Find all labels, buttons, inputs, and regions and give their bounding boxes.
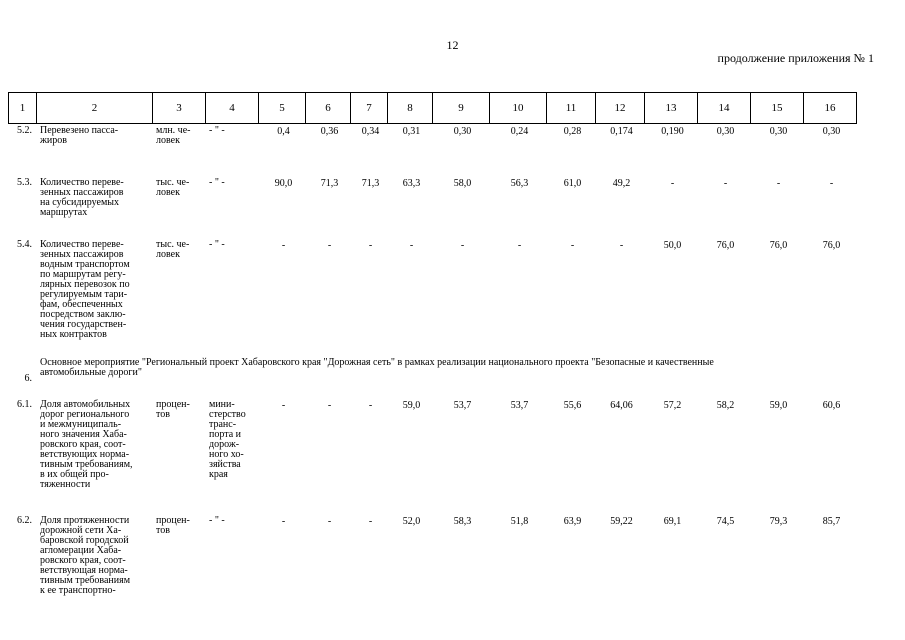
value-cell: - — [327, 400, 332, 411]
table-row — [8, 126, 858, 178]
unit: процен- тов — [156, 399, 190, 420]
value-cell: - — [327, 516, 332, 527]
value-cell: - — [409, 240, 414, 251]
value-cell: 49,2 — [612, 178, 631, 189]
column-header: 16 — [804, 93, 857, 124]
column-header: 11 — [547, 93, 596, 124]
value-cell: 71,3 — [361, 178, 380, 189]
responsible: - " - — [209, 515, 225, 526]
row-index: 5.3. — [17, 177, 32, 188]
value-cell: 63,3 — [402, 178, 421, 189]
value-cell: 0,174 — [610, 126, 633, 137]
column-header: 15 — [751, 93, 804, 124]
value-cell: 0,31 — [402, 126, 421, 137]
value-cell: 0,30 — [822, 126, 841, 137]
table-row — [8, 240, 858, 358]
value-cell: 76,0 — [822, 240, 841, 251]
value-cell: 0,28 — [563, 126, 582, 137]
value-cell: - — [327, 240, 332, 251]
value-cell: - — [570, 240, 575, 251]
value-cell: - — [281, 400, 286, 411]
value-cell: - — [829, 178, 834, 189]
value-cell: 76,0 — [716, 240, 735, 251]
value-cell: - — [619, 240, 624, 251]
section-index: 6. — [24, 373, 32, 384]
value-cell: 58,0 — [453, 178, 472, 189]
value-cell: 59,22 — [610, 516, 633, 527]
row-index: 6.2. — [17, 515, 32, 526]
value-cell: 61,0 — [563, 178, 582, 189]
indicator-name: Количество переве- зенных пассажиров водным транспортом по маршрутам регу- лярных перевозок по регулируемым тари- фам, обеспеченных посредством заклю- чения государствен- ных контрактов — [40, 239, 130, 340]
page-number: 12 — [446, 38, 459, 52]
value-cell: 59,0 — [402, 400, 421, 411]
value-cell: - — [723, 178, 728, 189]
column-header: 14 — [698, 93, 751, 124]
responsible: - " - — [209, 125, 225, 136]
unit: тыс. че- ловек — [156, 177, 190, 198]
section-row — [8, 358, 858, 400]
column-header: 9 — [433, 93, 490, 124]
value-cell: 53,7 — [510, 400, 529, 411]
value-cell: - — [670, 178, 675, 189]
value-cell: - — [517, 240, 522, 251]
table-row — [8, 516, 858, 606]
column-header: 13 — [645, 93, 698, 124]
value-cell: 51,8 — [510, 516, 529, 527]
value-cell: 55,6 — [563, 400, 582, 411]
value-cell: 0,30 — [716, 126, 735, 137]
table-row — [8, 178, 858, 240]
table-row — [8, 400, 858, 516]
value-cell: 60,6 — [822, 400, 841, 411]
indicator-name: Количество переве- зенных пассажиров на субсидируемых маршрутах — [40, 177, 124, 218]
value-cell: 0,34 — [361, 126, 380, 137]
value-cell: 58,3 — [453, 516, 472, 527]
value-cell: 0,4 — [277, 126, 290, 137]
value-cell: 74,5 — [716, 516, 735, 527]
column-header: 4 — [206, 93, 259, 124]
row-index: 5.4. — [17, 239, 32, 250]
indicator-name: Доля протяженности дорожной сети Ха- баровской городской агломерации Хаба- ровского края, соот- ветствующая норма- тивным требованиям к ее транспортно- — [40, 515, 131, 596]
value-cell: - — [368, 400, 373, 411]
value-cell: 69,1 — [663, 516, 682, 527]
indicator-name: Перевезено пасса- жиров — [40, 125, 119, 146]
value-cell: 53,7 — [453, 400, 472, 411]
value-cell: 90,0 — [274, 178, 293, 189]
value-cell: - — [281, 516, 286, 527]
column-header: 6 — [306, 93, 351, 124]
column-header: 2 — [37, 93, 153, 124]
unit: процен- тов — [156, 515, 190, 536]
column-header: 12 — [596, 93, 645, 124]
value-cell: 59,0 — [769, 400, 788, 411]
value-cell: 0,30 — [453, 126, 472, 137]
value-cell: 63,9 — [563, 516, 582, 527]
value-cell: 58,2 — [716, 400, 735, 411]
unit: тыс. че- ловек — [156, 239, 190, 260]
value-cell: - — [460, 240, 465, 251]
indicator-name: Доля автомобильных дорог регионального и межмуниципаль- ного значения Хаба- ровского края, соот- ветствующих норма- тивным требованиям, в их общей про- тяженности — [40, 399, 133, 490]
value-cell: 50,0 — [663, 240, 682, 251]
value-cell: 0,190 — [661, 126, 684, 137]
value-cell: 85,7 — [822, 516, 841, 527]
responsible: мини- стерство транс- порта и дорож- ного хо- зяйства края — [209, 399, 246, 480]
continuation-label: продолжение приложения № 1 — [717, 51, 874, 65]
value-cell: 56,3 — [510, 178, 529, 189]
responsible: - " - — [209, 177, 225, 188]
column-header: 8 — [388, 93, 433, 124]
column-number-header — [8, 92, 857, 124]
row-index: 6.1. — [17, 399, 32, 410]
value-cell: 0,30 — [769, 126, 788, 137]
value-cell: 52,0 — [402, 516, 421, 527]
responsible: - " - — [209, 239, 225, 250]
column-header: 5 — [259, 93, 306, 124]
value-cell: 79,3 — [769, 516, 788, 527]
value-cell: 76,0 — [769, 240, 788, 251]
value-cell: 0,24 — [510, 126, 529, 137]
value-cell: 0,36 — [320, 126, 339, 137]
column-header: 1 — [9, 93, 37, 124]
value-cell: 64,06 — [610, 400, 633, 411]
column-header: 10 — [490, 93, 547, 124]
section-title: Основное мероприятие "Региональный проект Хабаровского края "Дорожная сеть" в рамках реализации национального проекта "Безопасные и качественные автомобильные дороги" — [40, 357, 714, 378]
unit: млн. че- ловек — [156, 125, 191, 146]
value-cell: 71,3 — [320, 178, 339, 189]
indicator-table — [8, 126, 858, 606]
row-index: 5.2. — [17, 125, 32, 136]
column-header: 3 — [153, 93, 206, 124]
value-cell: 57,2 — [663, 400, 682, 411]
value-cell: - — [368, 516, 373, 527]
value-cell: - — [776, 178, 781, 189]
value-cell: - — [368, 240, 373, 251]
column-header: 7 — [351, 93, 388, 124]
value-cell: - — [281, 240, 286, 251]
